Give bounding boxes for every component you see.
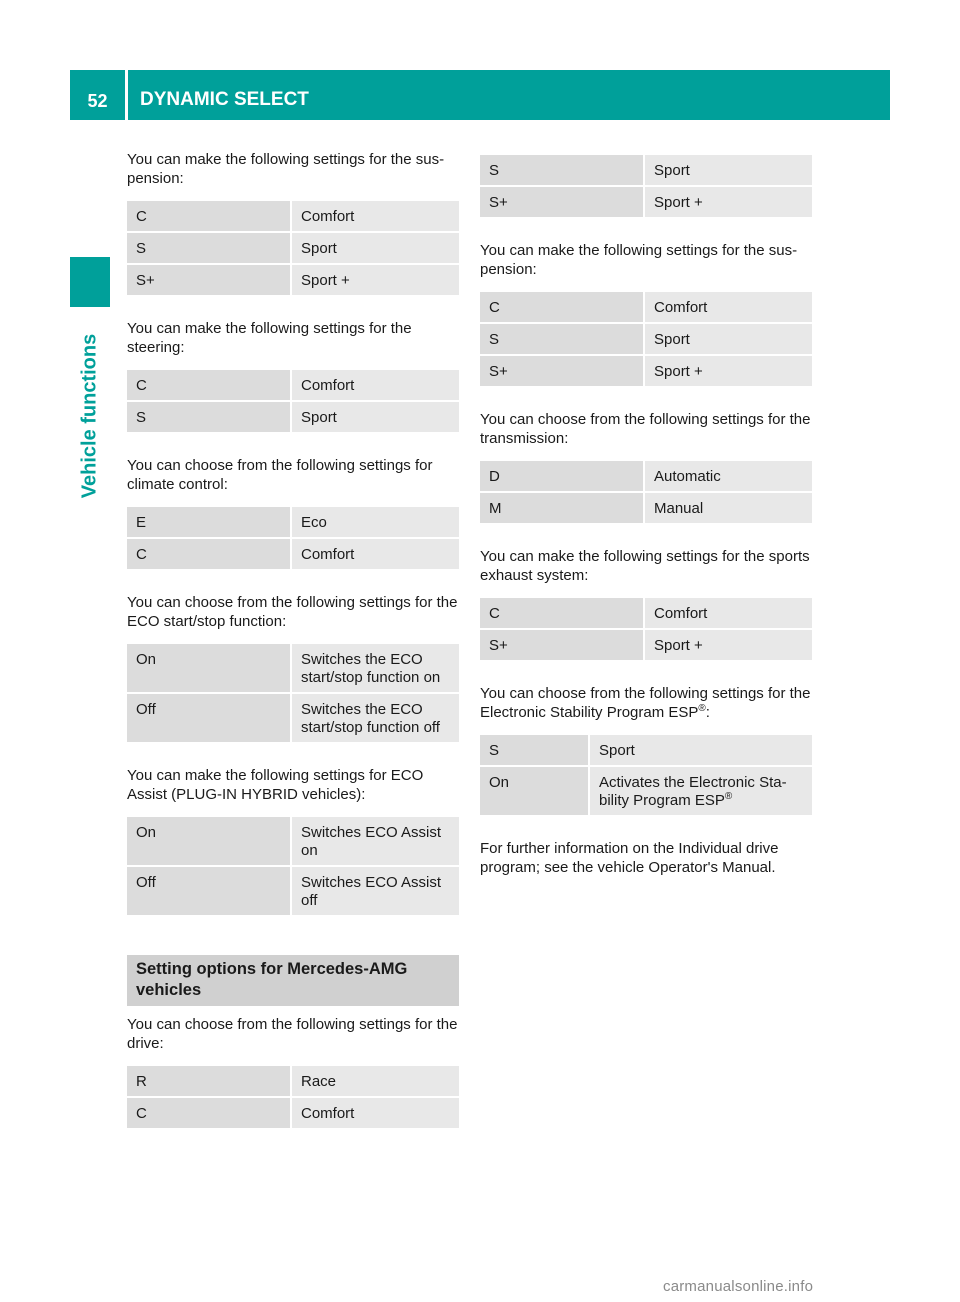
table-row [127,402,459,434]
eco-assist-intro: You can make the following settings for ECO Assist (PLUG-IN HYBRID vehicles): [127,767,424,803]
setting-label: Switches ECO Assist off [301,874,442,909]
table-row [127,265,459,297]
setting-label: Sport + [654,194,703,211]
page-number: 52 [87,91,108,111]
table-row [127,867,459,917]
setting-label: Comfort [301,377,355,394]
table-row [127,1066,459,1098]
setting-code: On [480,767,590,815]
setting-code: M [480,493,645,523]
esp-intro [480,684,812,722]
table-row [480,324,812,356]
esp-intro-text: You can choose from the following settings for the Electronic Stability Program ESP [480,685,811,721]
table-row [480,767,812,817]
amg-section-heading: Setting options for Mercedes-AMG vehicles [127,955,459,1006]
setting-label: Sport [301,240,337,257]
table-row [127,644,459,694]
table-row [480,735,812,767]
table-row [480,356,812,388]
setting-code: C [127,539,292,569]
setting-label: Eco [301,514,327,531]
setting-code: C [127,1098,292,1128]
table-row [480,187,812,219]
amg-suspension-table [480,292,812,388]
setting-code: S [480,735,590,765]
esp-table [480,735,812,817]
setting-label: Sport + [301,272,350,289]
setting-label: Race [301,1073,337,1090]
table-row [127,370,459,402]
setting-label [590,767,812,815]
table-row [480,598,812,630]
setting-label: Comfort [654,299,708,316]
eco-assist-table [127,817,459,917]
registered-mark: ® [724,791,733,802]
side-section-label: Vehicle functions [78,333,101,499]
watermark: carmanualsonline.info [663,1278,814,1295]
setting-code: S [127,402,292,432]
setting-code: C [480,598,645,628]
setting-code: C [127,370,292,400]
setting-code: S+ [480,356,645,386]
footer-note: For further information on the Individual drive program; see the vehicle Operator's Manual. [480,840,779,876]
setting-label: Manual [654,500,704,517]
table-row [127,201,459,233]
right-column [480,155,812,877]
setting-label: Comfort [654,605,708,622]
setting-code: C [480,292,645,322]
table-row [480,155,812,187]
setting-label: Sport [599,742,635,759]
table-row [127,539,459,571]
setting-label: Sport + [654,363,703,380]
chapter-title: DYNAMIC SELECT [140,89,309,110]
setting-code: S+ [480,630,645,660]
eco-start-stop-intro: You can choose from the following settings for the ECO start/stop function: [127,594,458,630]
table-row [127,507,459,539]
setting-label: Sport [301,409,337,426]
setting-code: Off [127,694,292,742]
amg-suspension-intro: You can make the following settings for the sus-pension: [480,242,798,278]
setting-code: S [127,233,292,263]
table-row [127,817,459,867]
left-column [127,150,459,1130]
header-divider [125,70,128,120]
setting-label: Switches the ECO start/stop function off [301,701,440,736]
setting-label: Comfort [301,1105,355,1122]
drive-table-continued [480,155,812,219]
table-row [480,630,812,662]
climate-table [127,507,459,571]
setting-code: S+ [127,265,292,295]
esp-row-text: Activates the Electronic Sta-bility Program ESP [599,774,787,809]
exhaust-table [480,598,812,662]
transmission-intro: You can choose from the following settings for the transmission: [480,411,811,447]
eco-start-stop-table [127,644,459,744]
suspension-intro: You can make the following settings for the sus-pension: [127,151,445,187]
suspension-table [127,201,459,297]
setting-code: On [127,644,292,692]
steering-table [127,370,459,434]
table-row [127,694,459,744]
setting-label: Automatic [654,468,721,485]
setting-code: E [127,507,292,537]
setting-label: Comfort [301,208,355,225]
setting-label: Sport + [654,637,703,654]
setting-code: R [127,1066,292,1096]
drive-table [127,1066,459,1130]
transmission-table [480,461,812,525]
setting-code: D [480,461,645,491]
table-row [127,233,459,265]
setting-code: S [480,155,645,185]
setting-label: Comfort [301,546,355,563]
setting-label: Switches the ECO start/stop function on [301,651,441,686]
setting-label: Sport [654,162,690,179]
setting-code: C [127,201,292,231]
setting-code: On [127,817,292,865]
registered-mark: ® [698,703,706,714]
exhaust-intro: You can make the following settings for the sports exhaust system: [480,548,810,584]
table-row [480,493,812,525]
drive-intro: You can choose from the following settings for the drive: [127,1016,458,1052]
side-tab-marker [70,257,110,307]
setting-code: S [480,324,645,354]
table-row [127,1098,459,1130]
steering-intro: You can make the following settings for the steering: [127,320,412,356]
table-row [480,461,812,493]
setting-code: S+ [480,187,645,217]
esp-intro-end: : [705,704,710,721]
setting-code: Off [127,867,292,915]
setting-label: Sport [654,331,690,348]
table-row [480,292,812,324]
climate-intro: You can choose from the following settings for climate control: [127,457,433,493]
setting-label: Switches ECO Assist on [301,824,442,859]
